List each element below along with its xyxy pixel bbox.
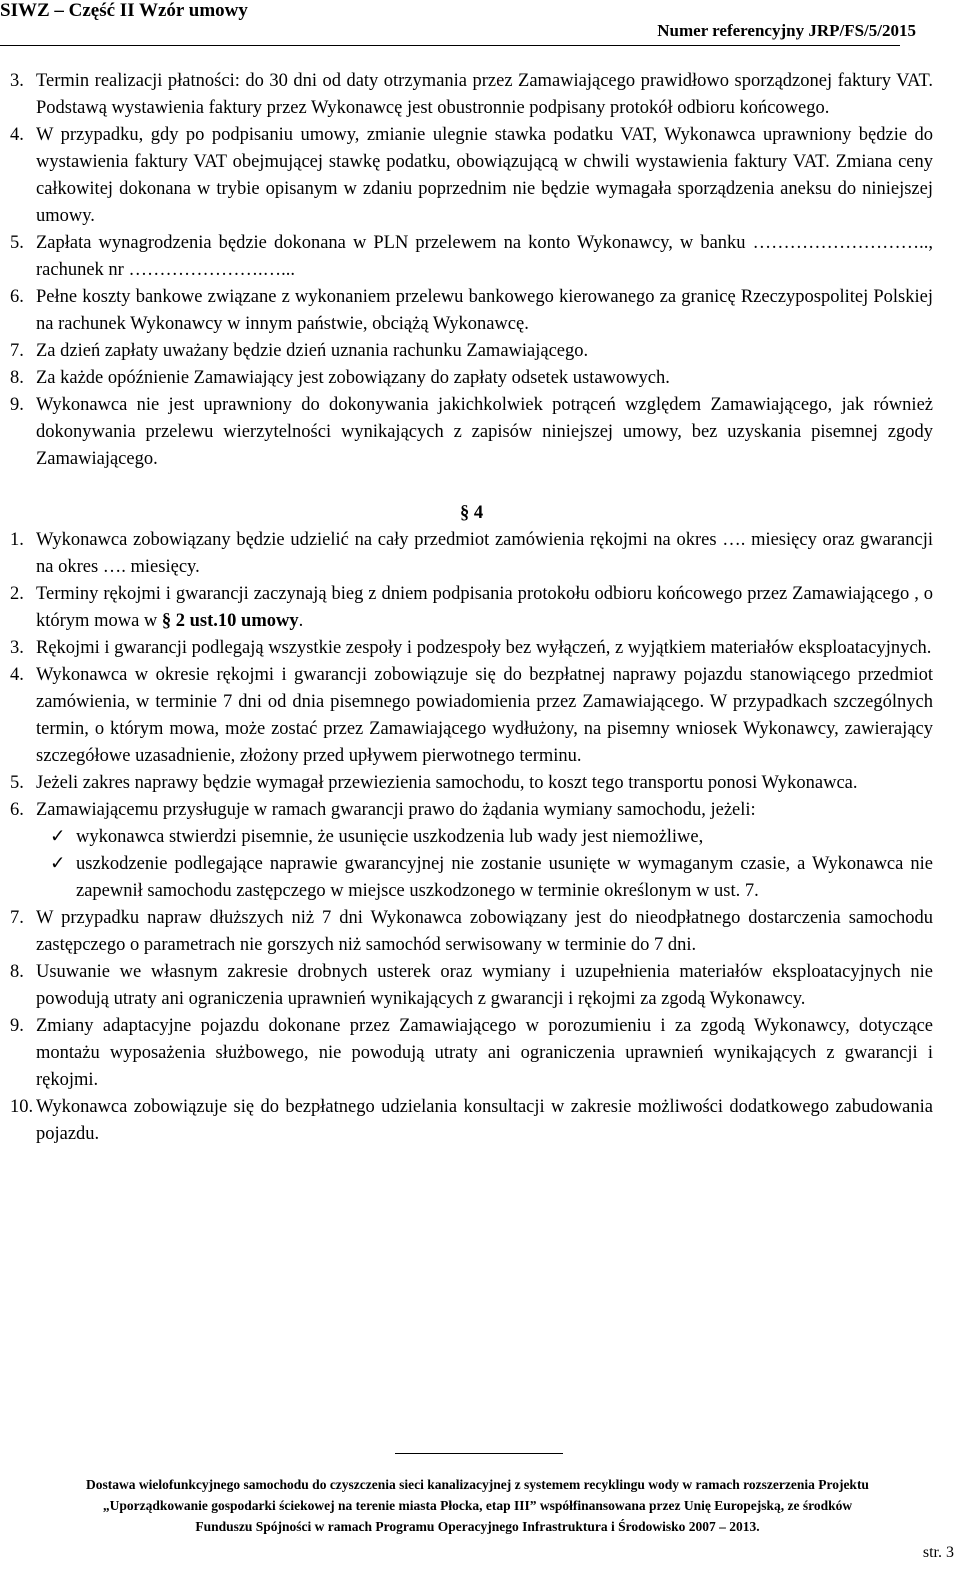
page-number: str. 3 bbox=[922, 1544, 954, 1561]
item-number: 7. bbox=[10, 908, 24, 928]
item-text: Za dzień zapłaty uważany będzie dzień uznania rachunku Zamawiającego. bbox=[36, 341, 589, 361]
item-number: 9. bbox=[10, 1016, 24, 1036]
list-item bbox=[10, 68, 933, 122]
list-item bbox=[10, 338, 933, 365]
item-number: 10. bbox=[10, 1097, 34, 1117]
checkmark-icon: ✓ bbox=[50, 854, 66, 874]
footer-line-2: „Uporządkowanie gospodarki ściekowej na terenie miasta Płocka, etap III” współfinansowana przez Unię Europejską, ze środków bbox=[102, 1498, 853, 1513]
list-item bbox=[10, 905, 933, 959]
item-text: Za każde opóźnienie Zamawiający jest zobowiązany do zapłaty odsetek ustawowych. bbox=[36, 368, 670, 388]
item-text: Zamawiającemu przysługuje w ramach gwarancji prawo do żądania wymiany samochodu, jeżeli: bbox=[36, 800, 756, 820]
item-text: W przypadku, gdy po podpisaniu umowy, zmianie ulegnie stawka podatku VAT, Wykonawca uprawniony będzie do wystawienia faktury VAT obejmującej stawkę podatku, obowiązującą w chwili wystawienia faktury VAT. Zmiana ceny całkowitej dokonana w trybie opisanym w zdaniu poprzednim nie będzie wymagała sporządzenia aneksu do niniejszej umowy. bbox=[36, 125, 933, 226]
item-number: 1. bbox=[10, 530, 24, 550]
list-item bbox=[10, 635, 933, 662]
item-number: 3. bbox=[10, 638, 24, 658]
item-number: 3. bbox=[10, 71, 24, 91]
list-item bbox=[10, 392, 933, 473]
item-text: Wykonawca nie jest uprawniony do dokonywania jakichkolwiek potrąceń względem Zamawiającego, jak również dokonywania przelewu wierzytelności wynikających z zapisów niniejszej umowy, bez uzyskania pisemnej zgody Zamawiającego. bbox=[36, 395, 933, 469]
item-number: 8. bbox=[10, 962, 24, 982]
list-item bbox=[10, 959, 933, 1013]
list-item bbox=[10, 230, 933, 284]
list-item bbox=[10, 662, 933, 770]
footer bbox=[20, 1474, 935, 1537]
item-text: Pełne koszty bankowe związane z wykonaniem przelewu bankowego kierowanego za granicę Rzeczypospolitej Polskiej na rachunek Wykonawcy w innym państwie, obciążą Wykonawcę. bbox=[36, 287, 933, 334]
checklist bbox=[10, 824, 933, 905]
checklist-item-text: wykonawca stwierdzi pisemnie, że usunięcie uszkodzenia lub wady jest niemożliwe, bbox=[76, 827, 704, 847]
item-text: Usuwanie we własnym zakresie drobnych usterek oraz wymiany i uzupełnienia materiałów eksploatacyjnych nie powodują utraty ani ograniczenia uprawnień wynikających z gwarancji i rękojmi za zgodą Wykonawcy. bbox=[36, 962, 933, 1009]
list-item bbox=[10, 1013, 933, 1094]
list-item bbox=[10, 770, 933, 797]
list-item bbox=[10, 581, 933, 635]
item-text: Wykonawca zobowiązuje się do bezpłatnego udzielania konsultacji w zakresie możliwości dodatkowego zabudowania pojazdu. bbox=[36, 1097, 933, 1144]
footer-line-3: Funduszu Spójności w ramach Programu Operacyjnego Infrastruktura i Środowisko 2007 – 2013. bbox=[195, 1519, 760, 1534]
header-divider bbox=[0, 45, 900, 46]
footer-line-1: Dostawa wielofunkcyjnego samochodu do czyszczenia sieci kanalizacyjnej z systemem recyklingu wody w ramach rozszerzenia Projektu bbox=[86, 1477, 869, 1492]
item-number: 5. bbox=[10, 773, 24, 793]
item-text: Rękojmi i gwarancji podlegają wszystkie zespoły i podzespoły bez wyłączeń, z wyjątkiem materiałów eksploatacyjnych. bbox=[36, 638, 932, 658]
list-item bbox=[10, 797, 933, 824]
section-reference: § 2 ust.10 umowy bbox=[161, 611, 299, 631]
item-text: Termin realizacji płatności: do 30 dni od daty otrzymania przez Zamawiającego prawidłowo sporządzonej faktury VAT. Podstawą wystawienia faktury przez Wykonawcę jest obustronnie podpisany protokół odbioru końcowego. bbox=[36, 71, 933, 118]
item-text: Wykonawca zobowiązany będzie udzielić na cały przedmiot zamówienia rękojmi na okres …. miesięcy oraz gwarancji na okres …. miesięcy. bbox=[36, 530, 933, 577]
list-item bbox=[10, 122, 933, 230]
item-text: Wykonawca w okresie rękojmi i gwarancji zobowiązuje się do bezpłatnej naprawy pojazdu stanowiącego przedmiot zamówienia, w terminie 7 dni od dnia pisemnego powiadomienia przez Zamawiającego. W przypadkach szczególnych termin, o którym mowa, może zostać przez Zamawiającego wydłużony, na pisemny wniosek Wykonawcy, zawierający szczegółowe uzasadnienie, złożony przed upływem pierwotnego terminu. bbox=[36, 665, 933, 766]
item-number: 8. bbox=[10, 368, 24, 388]
item-text: W przypadku napraw dłuższych niż 7 dni Wykonawca zobowiązany jest do nieodpłatnego dostarczenia samochodu zastępczego o parametrach nie gorszych niż samochód serwisowany w terminie do 7 dni. bbox=[36, 908, 933, 955]
item-text: Zapłata wynagrodzenia będzie dokonana w PLN przelewem na konto Wykonawcy, w banku ……………………….., rachunek nr ………………….…... bbox=[36, 233, 933, 280]
item-text-tail: . bbox=[298, 611, 304, 631]
item-number: 5. bbox=[10, 233, 24, 253]
item-number: 9. bbox=[10, 395, 24, 415]
list-item bbox=[10, 527, 933, 581]
list-item bbox=[10, 284, 933, 338]
section-heading: § 4 bbox=[459, 503, 484, 523]
list-item bbox=[10, 365, 933, 392]
checklist-item bbox=[50, 824, 933, 851]
footer-divider bbox=[395, 1453, 563, 1454]
header-reference-number: Numer referencyjny JRP/FS/5/2015 bbox=[657, 21, 916, 40]
item-number: 6. bbox=[10, 800, 24, 820]
item-number: 7. bbox=[10, 341, 24, 361]
item-text: Zmiany adaptacyjne pojazdu dokonane przez Zamawiającego w porozumieniu i za zgodą Wykonawcy, dotyczące montażu wyposażenia służbowego, nie powodują utraty ani ograniczenia uprawnień wynikających z gwarancji i rękojmi. bbox=[36, 1016, 933, 1090]
checkmark-icon: ✓ bbox=[50, 827, 66, 847]
document-body bbox=[10, 68, 933, 1148]
item-text-container bbox=[36, 581, 933, 635]
header-title: SIWZ – Część II Wzór umowy bbox=[0, 0, 248, 21]
item-number: 4. bbox=[10, 125, 24, 145]
checklist-item bbox=[50, 851, 933, 905]
item-text: Terminy rękojmi i gwarancji zaczynają bieg z dniem podpisania protokołu odbioru końcowego przez Zamawiającego , o którym mowa w bbox=[36, 584, 933, 631]
item-number: 4. bbox=[10, 665, 24, 685]
checklist-item-text: uszkodzenie podlegające naprawie gwarancyjnej nie zostanie usunięte w wymaganym czasie, a Wykonawca nie zapewnił samochodu zastępczego w miejsce uszkodzonego w terminie określonym w ust. 7. bbox=[76, 854, 933, 901]
item-number: 2. bbox=[10, 584, 24, 604]
list-item bbox=[10, 1094, 933, 1148]
item-text: Jeżeli zakres naprawy będzie wymagał przewiezienia samochodu, to koszt tego transportu ponosi Wykonawca. bbox=[36, 773, 858, 793]
item-number: 6. bbox=[10, 287, 24, 307]
